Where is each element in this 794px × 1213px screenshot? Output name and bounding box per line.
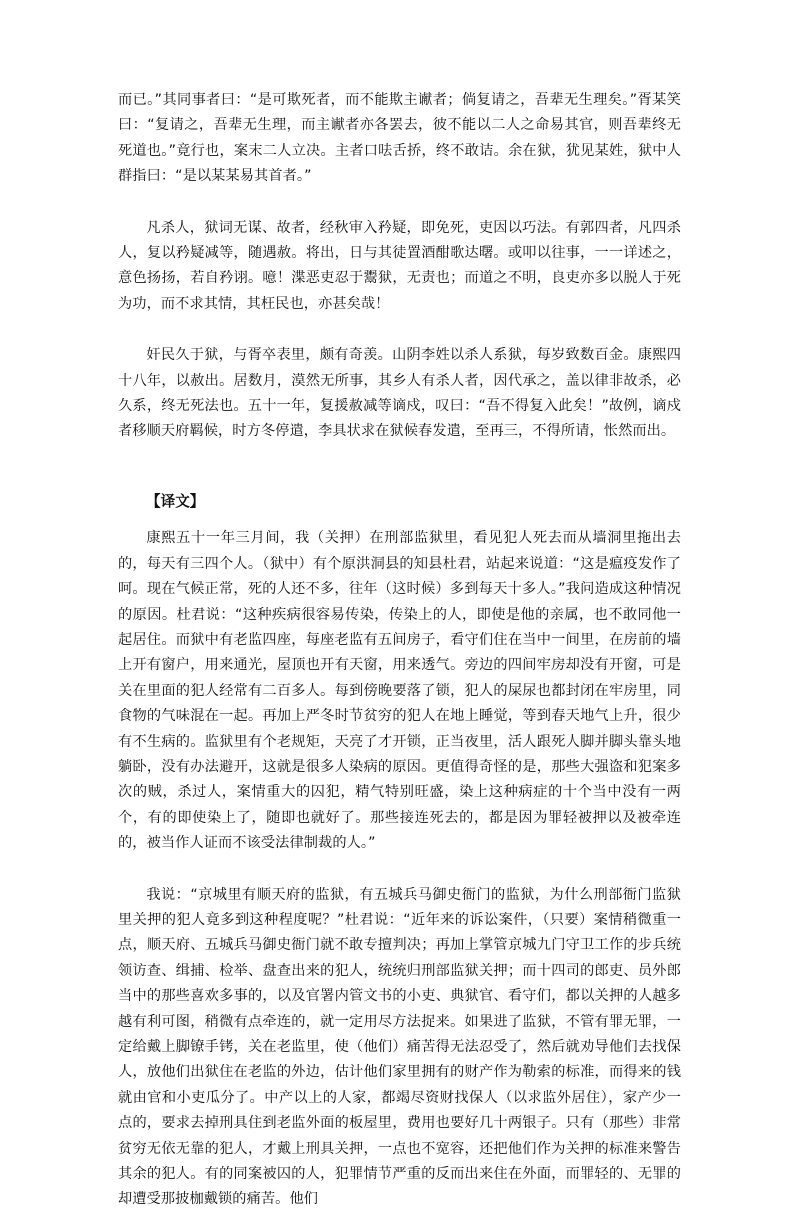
classical-paragraph-1: 而已。”其同事者曰：“是可欺死者，而不能欺主谳者；倘复请之，吾辈无生理矣。”胥某笑曰：“复请之，吾辈无生理，而主谳者亦各罢去，彼不能以二人之命易其官，则吾辈终无死道也。”竟行也，案末二人立决。主者口呿舌挢，终不敢诘。余在狱，犹见某姓，狱中人群指曰：“是以某某易其首者。” — [118, 92, 681, 185]
translation-paragraph-2: 我说：“京城里有顺天府的监狱，有五城兵马御史衙门的监狱，为什么刑部衙门监狱里关押的犯人竟多到这种程度呢？”杜君说：“近年来的诉讼案件，（只要）案情稍微重一点，顺天府、五城兵马御史衙门就不敢专擅判决；再加上掌管京城九门守卫工作的步兵统领访查、缉捕、检举、盘查出来的犯人，统统归刑部监狱关押；而十四司的郎吏、员外郎当中的那些喜欢多事的，以及官署内管文书的小吏、典狱官、看守们，都以关押的人越多越有利可图，稍微有点牵连的，就一定用尽方法捉来。如果进了监狱，不管有罪无罪，一定给戴上脚镣手铐，关在老监里，使（他们）痛苦得无法忍受了，然后就劝导他们去找保人，放他们出狱住在老监的外边，估计他们家里拥有的财产作为勒索的标准，而得来的钱就由官和小吏瓜分了。中产以上的人家，都竭尽资财找保人（以求监外居住），家产少一点的，要求去掉刑具住到老监外面的板屋里，费用也要好几十两银子。只有（那些）非常贫穷无依无靠的犯人，才戴上刑具关押，一点也不宽容，还把他们作为关押的标准来警告其余的犯人。有的同案被囚的人，犯罪情节严重的反而出来住在外面，而罪轻的、无罪的却遭受那披枷戴锁的痛苦。他们 — [118, 886, 681, 1208]
classical-paragraph-2: 凡杀人，狱词无谋、故者，经秋审入矜疑，即免死，吏因以巧法。有郭四者，凡四杀人，复以矜疑减等，随遇赦。将出，日与其徒置酒酣歌达曙。或叩以往事，一一详述之，意色扬扬，若自矜诩。噫！渫恶吏忍于鬻狱，无责也；而道之不明，良吏亦多以脱人于死为功，而不求其情，其枉民也，亦甚矣哉！ — [118, 219, 681, 312]
document-page — [118, 88, 681, 1213]
translation-paragraph-1: 康熙五十一年三月间，我（关押）在刑部监狱里，看见犯人死去而从墙洞里拖出去的，每天有三四个人。（狱中）有个原洪洞县的知县杜君，站起来说道：“这是瘟疫发作了呵。现在气候正常，死的人还不多，往年（这时候）多到每天十多人。”我问造成这种情况的原因。杜君说：“这种疾病很容易传染，传染上的人，即使是他的亲属，也不敢同他一起居住。而狱中有老监四座，每座老监有五间房子，看守们住在当中一间里，在房前的墙上开有窗户，用来通光，屋顶也开有天窗，用来透气。旁边的四间牢房却没有开窗，可是关在里面的犯人经常有二百多人。每到傍晚要落了锁，犯人的屎尿也都封闭在牢房里，同食物的气味混在一起。再加上严冬时节贫穷的犯人在地上睡觉，等到春天地气上升，很少有不生病的。监狱里有个老规矩，天亮了才开锁，正当夜里，活人跟死人脚并脚头靠头地躺卧，没有办法避开，这就是很多人染病的原因。更值得奇怪的是，那些大强盗和犯案多次的贼，杀过人，案情重大的囚犯，精气特别旺盛，染上这种病症的十个当中没有一两个，有的即使染上了，随即也就好了。那些接连死去的，都是因为罪轻被押以及被牵连的，被当作人证而不该受法律制裁的人。” — [118, 530, 681, 852]
section-heading-translation: 【译文】 — [146, 492, 205, 510]
classical-paragraph-3: 奸民久于狱，与胥卒表里，颇有奇羡。山阴李姓以杀人系狱，每岁致数百金。康熙四十八年，以赦出。居数月，漠然无所事，其乡人有杀人者，因代承之，盖以律非故杀，必久系，终无死法也。五十一年，复援赦减等谪戍，叹曰：“吾不得复入此矣！”故例，谪戍者移顺天府羁候，时方冬停遣，李具状求在狱候春发遣，至再三，不得所请，怅然而出。 — [118, 347, 681, 440]
